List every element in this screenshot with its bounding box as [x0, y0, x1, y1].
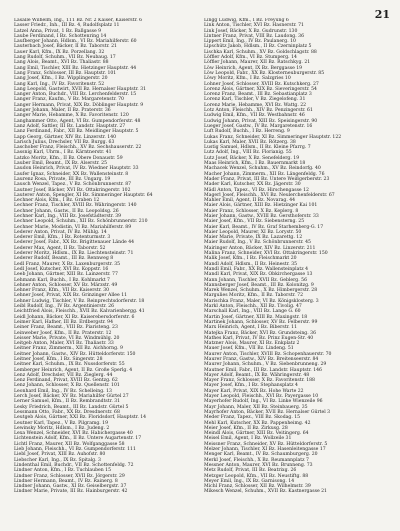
directory-entry: Langer Marie, Hebamme, X Bz. Favoritenstr. 120	[14, 113, 129, 119]
directory-entry: Lexa Wenzel, Schneider, XVI Bz. Habichergasse 40	[14, 431, 133, 437]
directory-entry: Lieb Johann, Fleischh., VI Bz. Gumpendorferstr. 111	[14, 447, 136, 453]
directory-entry: Larisch Julius, Drechsler, VII Bz. Burgg. 63	[14, 139, 115, 145]
directory-entry: Mandl Emil, Fabr., XX Bz. Wallensteinplatz 4	[204, 266, 309, 272]
directory-entry: Lang Alois, Beamt., XVI Bz. Thaliastr. 88	[14, 60, 109, 66]
directory-entry: Lederer Rudolf, Beamt., III Bz. Rennweg 8	[14, 256, 114, 262]
directory-entry: Leeb Johann, Gärtner, XIII Bz. Lainzerstr. 77	[14, 272, 118, 278]
directory-entry: Melzer Johann, Tischler, XI Bz. Hasenleitengasse 17	[204, 447, 326, 453]
directory-entry: Lukas Karl, Maler, XVII Bz. Rötzerg. 38	[204, 139, 296, 145]
directory-entry: Markl Anton, Fleischh., XII Bz. Tivolig. 47	[204, 304, 302, 310]
directory-entry: Lindner Johann, Gastw., XI Bz. Geiselbergstr. 37	[14, 484, 127, 490]
directory-entry: Lederer Josef, Fabr., XX Bz. Brigittenauer Lände 44	[14, 240, 135, 246]
directory-entry: Mikesch Wenzel, Schuhm., XVII Bz. Kastnergasse 21	[204, 489, 327, 495]
directory-entry: Lindner Marie, Private, III Bz. Hainburgerstr. 42	[14, 489, 128, 495]
directory-entry: Leitner Karl, Schuhm., IX Bz. Nussdorferstr. 55	[14, 362, 125, 368]
directory-entry: Latzel Anna, Privat, 1 Bz. Ballgasse 9	[14, 28, 102, 34]
directory-entry: Maurer Johann, Schuhm., V Bz. Siebenbrunneng. 29	[204, 362, 327, 368]
directory-entry: Mahler Emil, Agent, II Bz. Novarag. 44	[204, 198, 296, 204]
directory-entry: Lautner Josef, Bäcker, XVI Bz. Ottakringerstr. 102	[14, 187, 131, 193]
directory-entry: Leitner Josef, Kfm., I Bz. Singerstr. 28	[14, 357, 103, 362]
directory-entry: Lechner Marie, Modistin, VI Bz. Mariahilferstr. 89	[14, 224, 132, 230]
directory-entry: Lang Emil, Tischler, XIII Bz. Hietzinger Hauptstr. 44	[14, 65, 137, 71]
directory-entry: Lintner Franz, Privat, VIII Bz. Laudong. 36	[204, 33, 304, 39]
directory-entry: Lorenz Marie, Hebamme, XVI Bz. Wattg. 22	[204, 102, 307, 108]
directory-entry: Lenz Ferdinand, Privat, XVIII Bz. Gentzg. 62	[14, 378, 118, 384]
directory-entry: Malik Josef, Kfm., I Bz. Fleischmarkt 20	[204, 256, 297, 262]
directory-entry: Lueger Josef, Gastw., IV Bz. Margaretenstr. 16	[204, 123, 313, 129]
directory-entry: Mayrhofer Anton, Bäcker, XVII Bz. Hernalser Gürtel 3	[204, 409, 331, 415]
directory-entry: Marschall Karl, Ing., VIII Bz. Lange G. 60	[204, 309, 301, 315]
directory-entry: Lorenz Franz, Beamt., III Bz. Sebastianplatz 3	[204, 92, 312, 98]
directory-entry: Lutz Josef, Bäcker, X Bz. Senefelderg. 19	[204, 155, 300, 161]
directory-entry: Laufer Ignaz, Schneider, XX Bz. Wallensteinstr. 8	[14, 171, 129, 177]
directory-entry: Michl Franz, Schlosser, XII Bz. Wilhelmstr. 39	[204, 484, 311, 490]
directory-entry: Langer Franz, Kaufm., V Bz. Margaretenstr. 70	[14, 97, 124, 103]
directory-entry: Lapp Georg, Gärtner, XIV Bz. Linzerstr. 140	[14, 134, 117, 140]
directory-entry: Marek Wenzel, Schuhm., X Bz. Himbergerstr. 28	[204, 288, 318, 294]
directory-entry: Matzner Alois, Maurer, XI Bz. Enkplatz 2	[204, 341, 300, 347]
directory-entry: Lindner Anton, Kfm., I Bz. Tuchlauben 15	[14, 468, 112, 474]
directory-entry: Lotz Anton, Fleischh., XIV Bz. Penzingerstr. 61	[204, 108, 313, 114]
directory-entry: Lessmann Otto, Fabr., XX Bz. Dresdnerstr. 68	[14, 409, 120, 415]
directory-entry: Malina Franz, Schneider, XVI Bz. Ottakringerstr. 150	[204, 251, 328, 257]
directory-entry: Link Anton, Tischler, XVI Bz. Hasnerstr. 71	[204, 23, 304, 29]
directory-entry: Lechner Johann, Gastw., II Bz. Leopoldsg. 26	[14, 208, 119, 214]
directory-entry: Meisel Emil, Agent, I Bz. Wollzeile 31	[204, 436, 292, 442]
directory-entry: Lang Leopold, Gastwirt, XVII Bz. Hernalser Hauptstr. 31	[14, 86, 147, 92]
directory-entry: Leiner Franz, Beamt., VIII Bz. Piaristeng. 23	[14, 325, 118, 331]
directory-entry: Maas Heinrich, Kfm., I Bz. Bauernmarkt 18	[204, 161, 306, 167]
directory-entry: Lang Josef, Kfm., I Bz. Wipplingerstr. 20	[14, 76, 108, 82]
directory-entry: Meissner Franz, Schneider, XV Bz. Hütteldorferstr. 5	[204, 441, 328, 447]
directory-entry: Maier Rudolf, Ing., V Bz. Schönbrunnerstr. 45	[204, 240, 311, 246]
directory-entry: Lenz Johann, Schlosser, X Bz. Quellenstr. 101	[14, 383, 120, 389]
directory-entry: Lang Rudolf, Schuhm., VII Bz. Neubaug. 17	[14, 55, 116, 61]
directory-entry: Leichtfried Alois, Fleischh., XVII Bz. Kalvarienbergg. 41	[14, 309, 145, 315]
directory-entry: Lechner Leopold, Schuhm., XII Bz. Schönbrunnerstr. 210	[14, 219, 148, 225]
directory-entry: Merkl Josef, Fleischh., X Bz. Reumannplatz 7	[204, 457, 309, 463]
directory-entry: Mädl Anton, Tapez., VI Bz. Hirschengasse 12	[204, 187, 309, 193]
directory-entry: Marischka Franz, Maler, VI Bz. Königsklosterg. 3	[204, 298, 319, 304]
directory-entry: Lang Karl, Ing., IV Bz. Favoritenstr. 52	[14, 81, 105, 87]
directory-entry: Lindner Hermann, Beamt., IV Bz. Rainerg. 8	[14, 478, 118, 484]
directory-entry: Lanz Ferdinand, Fabr., XII Bz. Meidlinger Hauptstr. 5	[14, 129, 139, 135]
directory-entry: Lischka Karl, Schuhm., XV Bz. Goldschlagstr. 88	[204, 49, 317, 55]
directory-entry: Lerner Samuel, Kfm., II Bz. Rembrandtstr. 31	[14, 399, 121, 405]
directory-entry: Lindenthal Emil, Buchdr., VII Bz. Schottenfeldg. 72	[14, 462, 134, 468]
directory-entry: Meyer Emil, Ing., IX Bz. Garnisong. 14	[204, 478, 295, 484]
directory-entry: Mayer Leopold, Fleischh., XVI Bz. Payergasse 10	[204, 394, 319, 400]
directory-entry: Lasser Friedr., Inh., III Bz. 4, Rudolfsplatz 11	[14, 23, 120, 29]
directory-entry: Lesky Friedrich, Beamt., III Bz. Landstr. Gürtel 5	[14, 404, 129, 410]
directory-entry: Maier Alois, Gärtner, XIII Bz. Hietzinger Kai 101	[204, 203, 318, 209]
directory-entry: Lehner Josef, Privat, XIX Bz. Grinzinger Allee 11	[14, 293, 128, 299]
directory-entry: Lerch Josef, Bäcker, XV Bz. Mariahilfer Gürtel 27	[14, 394, 129, 400]
directory-entry: Lichtenstein Adolf, Kfm., II Bz. Untere Augartenstr. 17	[14, 436, 142, 442]
directory-entry: Lenz Adolf, Drechsler, VII Bz. Zieglerg. 44	[14, 372, 113, 378]
directory-entry: Mader Karl, Kutscher, XX Bz. Jägerstr. 30	[204, 182, 301, 188]
directory-entry: Maier Karl, Beamt., IV Bz. Graf Starhemberg-G. 17	[204, 224, 324, 230]
directory-entry: Leibl Rudolf, Ing., IV Bz. Argentinierstr. 26	[14, 304, 115, 310]
directory-entry: Lipschütz Jakob, Hdlsm., II Bz. Czerninplatz 5	[204, 44, 312, 50]
directory-entry: Lichtl Franz, Maurer, XII Bz. Wolfganggasse 58	[14, 441, 125, 447]
directory-entry: Liebl Josef, Privat, XIII Bz. Auhofstr. 80	[14, 452, 106, 458]
directory-entry: Leitner Johann, Gastw., XIV Bz. Hütteldorferstr. 150	[14, 351, 136, 357]
directory-entry: Lechner Karl, Ing., VIII Bz. Josefstädterstr. 39	[14, 213, 122, 219]
directory-entry: Lukas Franz, Schneider, XI Bz. Simmeringer Hauptstr. 122	[204, 134, 342, 140]
directory-entry: Ludwig Johann, Privat, XIII Bz. Speisingerstr. 90	[204, 118, 318, 124]
directory-entry: Lauer Karl, Kfm., IX Bz. Porzellang. 32	[14, 49, 105, 55]
directory-entry: Margulies Moritz, Kfm., II Bz. Taborstr. 72	[204, 293, 304, 299]
directory-entry: Maier Johann, Gastw., XVIII Bz. Gersthoferstr. 33	[204, 213, 319, 219]
directory-entry: Leidl Johann, Bäcker, XI Bz. Kaiserebersdorferstr. 6	[14, 314, 135, 320]
directory-entry: Lehner Franz, Kfm., VII Bz. Kaiserstr. 30	[14, 288, 110, 294]
directory-entry: Latzko Moritz, Kfm., II Bz. Obere Donaustr. 59	[14, 155, 123, 161]
directory-entry: Lausch Wenzel, Tapez., V Bz. Schönbrunnerstr. 87	[14, 182, 132, 188]
directory-entry: Lutz Adolf, Ing., VIII Bz. Florianig. 55	[204, 150, 292, 156]
directory-entry: Maurer Anton, Tischler, XVIII Bz. Schopenhauerstr. 70	[204, 351, 332, 357]
directory-entry: Leinweber Josef, Kfm., II Bz. Praterstr. 12	[14, 330, 112, 336]
directory-entry: Lechner Alois, Kfm., I Bz. Graben 12	[14, 198, 100, 204]
directory-entry: Machacek Wenzel, Schuhm., XV Bz. Reindorfg. 40	[204, 166, 321, 172]
directory-entry: Lewinsky Moritz, Hdlsm., I Bz. Judeng. 2	[14, 425, 110, 431]
directory-entry: Laudon Heinrich, Privat, IV Bz. Wiedner Hauptstr. 33	[14, 166, 139, 172]
directory-entry: Lauterbach Josef, Bäcker, II Bz. Taborstr. 21	[14, 44, 117, 50]
directory-entry: Langhammer Otto, Agent, VI Bz. Gumpendorferstr. 48	[14, 118, 141, 124]
right-column	[204, 18, 390, 524]
directory-entry: Mayer Adolf, Beamt., IX Bz. Währingerstr. 48	[204, 372, 310, 378]
directory-entry: Lingg Ludwig, Kfm., I Bz. Freyung 6	[204, 18, 289, 23]
directory-entry: Meder Franz, Tapez., VIII Bz. Skodag. 15	[204, 415, 301, 421]
directory-entry: Ledl Franz, Maurer, X Bz. Laxenburgerstr. 35	[14, 261, 121, 267]
directory-entry: Langer Johann, Maler, II Bz. Praterstr. 36	[14, 108, 111, 114]
directory-entry: Macher Johann, Zimmerm., XII Bz. Längenfeldg. 76	[204, 171, 325, 177]
directory-entry: Martinek Johann, Schlosser, XV Bz. Felberstr. 99	[204, 319, 318, 325]
directory-entry: Lehmann Karl, Buchh., I Bz. Kohlmarkt 7	[14, 277, 110, 283]
directory-entry: Laurenz Rosa, Private, III Bz. Ungarg. 19	[14, 176, 111, 182]
directory-entry: Laufberger Johann, Hdlsm., VI Bz. Mariahilferstr. 60	[14, 39, 137, 45]
directory-entry: Link Josef, Bäcker, X Bz. Gudrunstr. 130	[204, 28, 298, 34]
directory-entry: Leimer Karl, Hafner, III Bz. Erdbergstr. 94	[14, 319, 114, 325]
directory-entry: Messner Anton, Maurer, XVI Bz. Brunneng. 73	[204, 462, 313, 468]
directory-entry: Mayer Karl, Privat, XIX Bz. Hohe Warte 22	[204, 388, 304, 394]
directory-entry: Löwy Moritz, Kfm., I Bz. Salzgries 10	[204, 76, 291, 82]
directory-entry: Lasalle Wilhelm, Ing., 111 Bz. Nr. 2 Kaiser, Kaiserstr. 6	[14, 18, 143, 23]
directory-entry: Maurer Franz, Gastw., XIV Bz. Breitenseerstr. 84	[204, 357, 319, 362]
directory-entry: Lederer Emil, Kfm., I Bz. Rotenturmstr. 3	[14, 235, 111, 241]
directory-entry: Löffler Adolf, Kfm., VI Bz. Stumperg. 14	[204, 55, 297, 61]
directory-entry: Lauterer Anton, Spengler, XI Bz. Simmeringer Hauptstr. 64	[14, 192, 153, 198]
directory-entry: Mauer Josef, Kfm., VII Bz. Lindeng. 51	[204, 346, 294, 352]
directory-entry: Luft Rudolf, Buchh., I Bz. Herreng. 9	[204, 129, 290, 135]
directory-entry: Löw Heinrich, Agent, IX Bz. Berggasse 19	[204, 65, 303, 71]
directory-entry: Maier Marie, Private, IX Bz. Lazarettg. 12	[204, 235, 303, 241]
directory-entry: Laschober Franz, Fleischh., XV Bz. Sechshauserstr. 22	[14, 145, 142, 151]
directory-entry: Meier Josef, Kfm., II Bz. Zirkusg. 28	[204, 425, 288, 431]
directory-entry: Lassnig Karl, Uhrm., I Bz. Kärntnerstr. 41	[14, 150, 112, 156]
directory-entry: Lederer Max, Agent, II Bz. Taborstr. 52	[14, 245, 106, 251]
directory-entry: Mairinger Anton, Bäcker, XIV Bz. Linzerstr. 211	[204, 245, 316, 251]
directory-entry: Mathes Karl, Privat, IV Bz. Prinz Eugen-Str. 40	[204, 335, 314, 341]
directory-entry: Martin Josef, Gärtner, XIII Bz. Maxingstr. 18	[204, 314, 308, 320]
directory-entry: Lang Franz, Schlosser, III Bz. Hauptstr. 101	[14, 70, 117, 76]
directory-entry: Marx Heinrich, Agent, I Bz. Biberstr. 11	[204, 325, 298, 331]
directory-entry: Mann Johann, Tischler, XVII Bz. Geblerg. 56	[204, 277, 307, 283]
directory-entry: Lederer Anton, Privat, IV Bz. Mühlg. 14	[14, 229, 107, 235]
directory-entry: Mayr Johann, Maler, XII Bz. Steinbauerg. 35	[204, 404, 308, 410]
directory-entry: Liebscher Karl, Ing., IX Bz. Spitalg. 3	[14, 457, 101, 463]
directory-entry: Lauber Emil, Beamt., IX Bz. Alserstr. 25	[14, 161, 108, 167]
directory-entry: Metzger Leopold, Kfm., VII Bz. Neustiftg. 88	[204, 473, 309, 479]
directory-entry: Magerl Josef, Fleischh., XVI Bz. Neulerchenfelderstr. 67	[204, 192, 335, 198]
directory-entry: Lorenz Alois, Gärtner, XIX Bz. Sieveringerstr. 54	[204, 86, 317, 92]
directory-entry: Mautner Emil, Fabr., III Bz. Landstr. Hauptstr. 146	[204, 367, 322, 373]
page-number: 21	[374, 8, 390, 21]
left-column	[14, 18, 198, 524]
directory-entry: Mayerhofer Rudolf, Ing., VI Bz. Linke Wienzeile 96	[204, 399, 323, 405]
directory-entry: Leitgeb Anton, Maler, XVI Bz. Thaliastr. 33	[14, 341, 114, 347]
directory-entry: Mandl Adolf, Hdlsm., II Bz. Heinestr. 35	[204, 261, 298, 267]
directory-entry: Meindl Alois, Gärtner, XIII Bz. Veitingerg. 64	[204, 431, 309, 437]
directory-entry: Lemberger Heinrich, Agent, II Bz. Große Sperlg. 4	[14, 367, 133, 373]
directory-entry: Leitner Franz, Zimmerm., XII Bz. Aichhorng. 9	[14, 346, 123, 352]
directory-entry: Ledl Josef, Kutscher, XVI Bz. Koppstr. 16	[14, 266, 109, 272]
directory-entry: Lindner Franz, Schlosser, XVII Bz. Jörgerstr. 29	[14, 473, 125, 479]
directory-entry: Löffler Johann, Maurer, XII Bz. Ratschkyg. 21	[204, 60, 311, 66]
directory-entry: Maier Franz, Schlosser, X Bz. Keplerg. 8	[204, 208, 299, 214]
directory-entry: Lechner Franz, Tischler, XVIII Bz. Währingerstr. 140	[14, 203, 137, 209]
directory-entry: Lohner Josef, Schlosser, XVIII Bz. Kutschkerg. 27	[204, 81, 319, 87]
directory-entry: Laube Ferdinand, I Bz. Schottenring 14	[14, 33, 107, 39]
directory-entry: Leisser Marie, Private, VI Bz. Windmühlg. 20	[14, 335, 120, 341]
directory-entry: Leutner Karl, Tapez., V Bz. Pilgramg. 19	[14, 420, 109, 426]
directory-entry: Mayer Josef, Kfm., I Bz. Stephansplatz 4	[204, 383, 298, 389]
directory-entry: Mayer Franz, Schlosser, X Bz. Favoritenstr. 188	[204, 378, 315, 384]
directory-entry: Matejka Franz, Bäcker, XVI Bz. Grundsteing. 36	[204, 330, 316, 336]
directory-entry: Mader Franz, Privat, III Bz. Untere Weißgerberstr. 23	[204, 176, 330, 182]
directory-entry: Maier Josef, Kfm., VII Bz. Siebensterng. 25	[204, 219, 305, 225]
directory-entry: Langer Anton, Buchdr., VIII Bz. Lerchenfelderstr. 15	[14, 92, 137, 98]
directory-entry: Menger Karl, Beamt., IV Bz. Schaumburgerg. 20	[204, 452, 318, 458]
directory-entry: Mandl Karl, Privat, XIX Bz. Obkirchergasse 13	[204, 272, 313, 278]
directory-entry: Ludwig Emil, Kfm., VII Bz. Westbahnstr. 46	[204, 113, 305, 119]
directory-entry: Mannsberger Josef, Beamt., III Bz. Kolonitzg. 9	[204, 282, 314, 288]
directory-entry: Leonhard Emil, Ing., IV Bz. Schelleing. 13	[14, 388, 112, 394]
directory-entry: Lippert Emil, Ing., IV Bz. Paulanerg. 10	[204, 39, 296, 45]
directory-entry: Mehl Karl, Kutscher, XX Bz. Pappenheimg. 42	[204, 420, 311, 426]
directory-entry: Lederer Moritz, Hdlsm., IX Bz. Liechtensteinstr. 71	[14, 251, 134, 257]
directory-entry: Langer Hermann, Privat, XIX Bz. Döblinger Hauptstr. 9	[14, 102, 144, 108]
directory-entry: Lehner Anton, Schlosser, XV Bz. Märzstr. 49	[14, 282, 118, 288]
directory-entry: Löw Leopold, Fabr., XX Bz. Klosterneuburgerstr. 85	[204, 70, 325, 76]
directory-entry: Maier Leopold, Maurer, XI Bz. Lorystr. 50	[204, 229, 302, 235]
directory-entry: Lorenz Karl, Tischler, V Bz. Ziegelofeng. 31	[204, 97, 306, 103]
directory-entry: Lehner Ludwig, Tischler, V Bz. Reinprechtsdorferstr. 18	[14, 298, 145, 304]
column-gutter	[200, 18, 201, 524]
directory-entry: Lanz Adolf, Sattler, III Bz. Landstr. Hauptstr. 27	[14, 123, 126, 129]
directory-entry: Lustig Samuel, Hdlsm., II Bz. Kleine Pfarrg. 7	[204, 145, 311, 151]
directory-entry: Leutgeb Alois, Gärtner, XXI Bz. Floridsdorf, Hauptstr. 14	[14, 415, 147, 421]
directory-entry: Metz Rudolf, Privat, III Bz. Beatrixg. 26	[204, 468, 297, 474]
